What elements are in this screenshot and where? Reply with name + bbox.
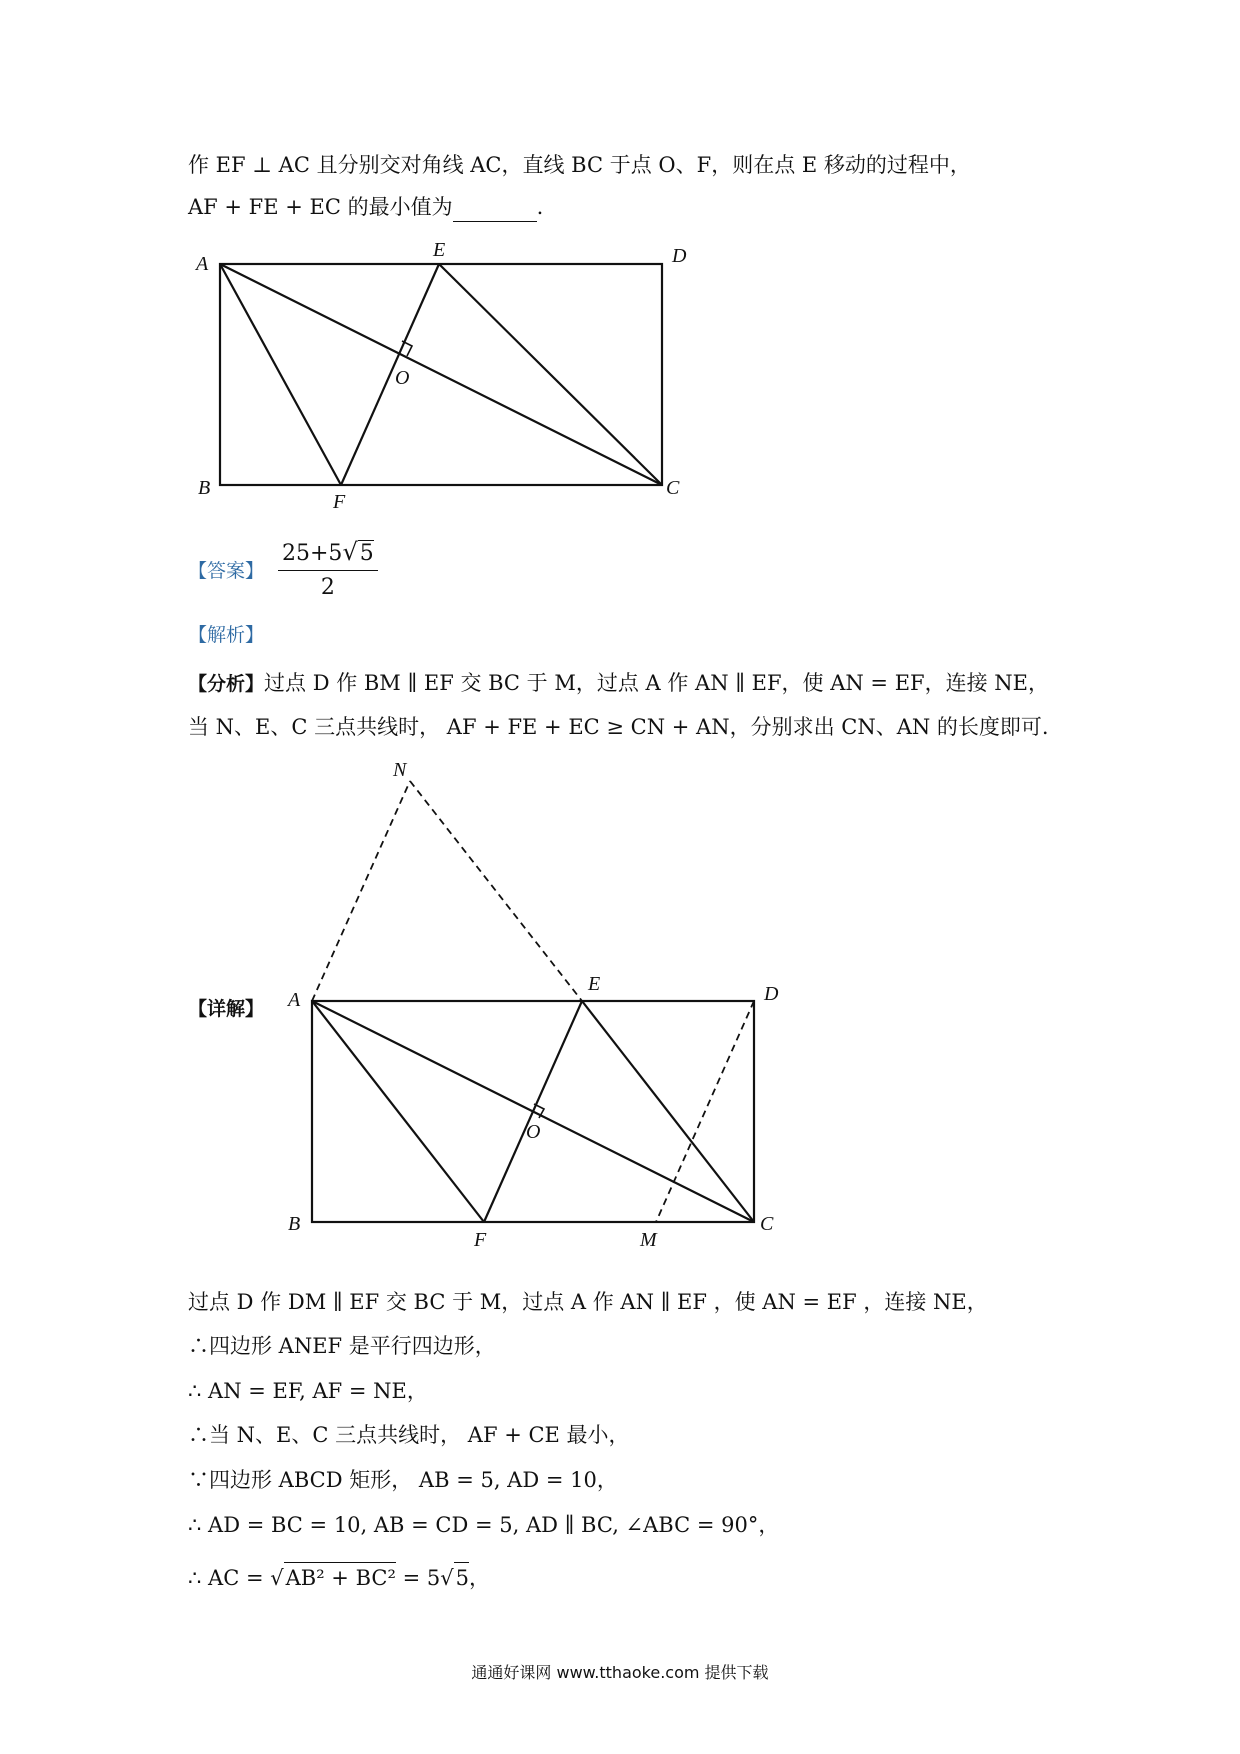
label-e-2: E bbox=[588, 973, 601, 995]
solution-line-6: ∴ AD = BC = 10, AB = CD = 5, AD ∥ BC, ∠ABC = 90°， bbox=[188, 1513, 780, 1537]
label-c: C bbox=[666, 477, 680, 499]
analysis-tag: 【解析】 bbox=[188, 624, 265, 646]
segment-af bbox=[220, 264, 341, 485]
answer-blank bbox=[453, 199, 537, 222]
label-n: N bbox=[393, 759, 407, 781]
label-m: M bbox=[640, 1229, 657, 1251]
answer-fraction bbox=[278, 538, 378, 600]
ac-middle: = 5 bbox=[395, 1566, 441, 1590]
label-b-2: B bbox=[288, 1213, 301, 1235]
segment-ec-2 bbox=[582, 1001, 754, 1222]
segment-fe bbox=[341, 264, 439, 485]
label-c-2: C bbox=[760, 1213, 774, 1235]
ac-prefix: ∴ AC = √ bbox=[188, 1566, 284, 1590]
numerator-prefix: 25+5 bbox=[282, 541, 343, 566]
label-d: D bbox=[672, 245, 687, 267]
segment-af-2 bbox=[312, 1001, 484, 1222]
fenxi-tag: 【分析】 bbox=[188, 673, 265, 695]
figure-2 bbox=[270, 755, 810, 1260]
diagonal-ac bbox=[220, 264, 662, 485]
dashed-an bbox=[312, 781, 410, 1001]
solution-line-1: 过点 D 作 DM ∥ EF 交 BC 于 M，过点 A 作 AN ∥ EF ，使 AN = EF ，连接 NE， bbox=[188, 1290, 988, 1314]
fenxi-line-2: 当 N、E、C 三点共线时， AF + FE + EC ≥ CN + AN，分别求出 CN、AN 的长度即可. bbox=[188, 715, 1049, 739]
segment-fe-2 bbox=[484, 1001, 582, 1222]
answer-tag: 【答案】 bbox=[188, 560, 265, 582]
label-e: E bbox=[433, 239, 446, 261]
label-a-2: A bbox=[288, 989, 301, 1011]
ac-radicand-2: 5 bbox=[454, 1562, 469, 1593]
solution-line-4: ∴当 N、E、C 三点共线时， AF + CE 最小， bbox=[188, 1423, 630, 1447]
answer-numerator: 25+5√5 bbox=[278, 538, 378, 571]
ac-suffix: ， bbox=[468, 1566, 490, 1590]
answer-denominator: 2 bbox=[320, 575, 335, 600]
solution-line-3: ∴ AN = EF, AF = NE， bbox=[188, 1379, 428, 1403]
fenxi-line-1-text: 过点 D 作 BM ∥ EF 交 BC 于 M，过点 A 作 AN ∥ EF，使 AN = EF，连接 NE， bbox=[264, 671, 1049, 695]
fenxi-line-1 bbox=[188, 668, 1049, 699]
problem-line-1: 作 EF ⊥ AC 且分别交对角线 AC，直线 BC 于点 O、F，则在点 E 移动的过程中， bbox=[188, 153, 971, 177]
label-a: A bbox=[196, 253, 209, 275]
label-o: O bbox=[395, 367, 410, 389]
numerator-radicand: 5 bbox=[359, 541, 374, 566]
problem-line-2-text: AF + FE + EC 的最小值为 bbox=[188, 195, 453, 219]
problem-line-2 bbox=[188, 192, 543, 222]
dashed-ne bbox=[410, 781, 582, 1001]
solution-line-5: ∵四边形 ABCD 矩形， AB = 5, AD = 10， bbox=[188, 1468, 618, 1492]
label-o-2: O bbox=[526, 1121, 541, 1143]
segment-ec bbox=[439, 264, 662, 485]
dashed-dm bbox=[656, 1001, 754, 1222]
page-footer: 通通好课网 www.tthaoke.com 提供下载 bbox=[471, 1663, 769, 1682]
label-f: F bbox=[333, 491, 346, 513]
label-d-2: D bbox=[764, 983, 779, 1005]
ac-radicand: AB² + BC² bbox=[284, 1562, 396, 1593]
solution-line-2: ∴四边形 ANEF 是平行四边形， bbox=[188, 1334, 496, 1358]
detail-tag: 【详解】 bbox=[188, 998, 265, 1020]
solution-line-7: ∴ AC = √AB² + BC² = 5√5， bbox=[188, 1562, 490, 1593]
label-b: B bbox=[198, 477, 211, 499]
figure-1 bbox=[180, 228, 720, 518]
problem-line-2-suffix: . bbox=[536, 195, 544, 219]
label-f-2: F bbox=[474, 1229, 487, 1251]
